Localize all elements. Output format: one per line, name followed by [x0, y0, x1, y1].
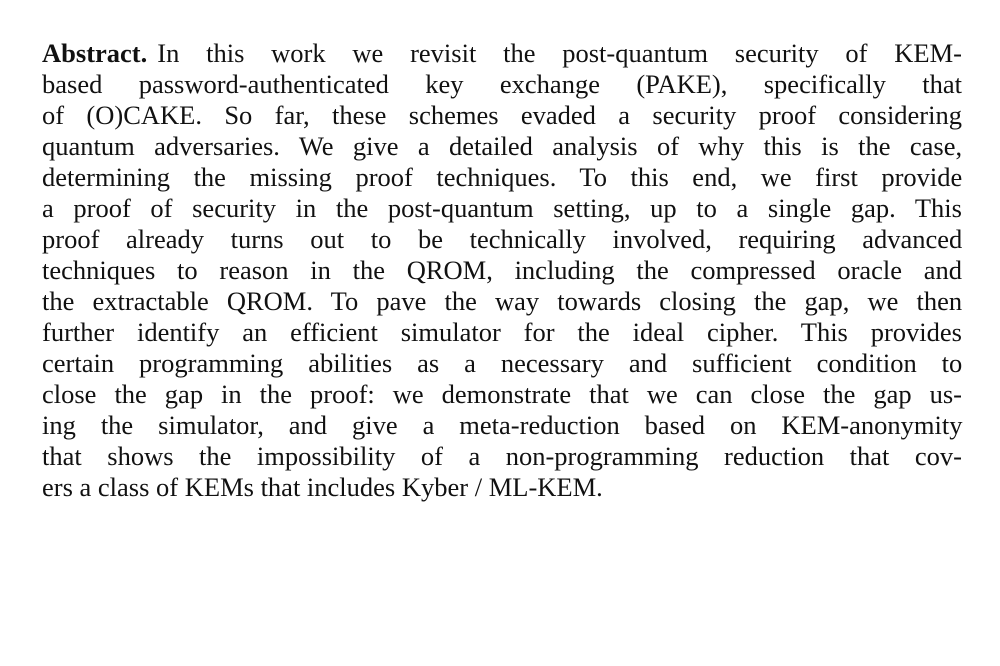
abstract-line-13: ing the simulator, and give a meta-reduction based on KEM-anonymity	[42, 410, 963, 440]
abstract-line-text: In this work we revisit the post-quantum security of KEM-	[157, 38, 962, 68]
abstract-line-10: further identify an efficient simulator for the ideal cipher. This provides	[42, 317, 962, 347]
abstract-line-8: techniques to reason in the QROM, including the compressed oracle and	[42, 255, 963, 285]
abstract-line-1	[42, 38, 962, 69]
abstract-line-6: a proof of security in the post-quantum setting, up to a single gap. This	[42, 193, 962, 223]
abstract-line-11: certain programming abilities as a necessary and sufficient condition to	[42, 348, 963, 378]
abstract-heading: Abstract.	[42, 38, 148, 68]
abstract-line-3: of (O)CAKE. So far, these schemes evaded a security proof considering	[42, 100, 962, 130]
abstract-line-7: proof already turns out to be technically involved, requiring advanced	[42, 224, 963, 254]
abstract-line-12: close the gap in the proof: we demonstrate that we can close the gap us-	[42, 379, 962, 409]
abstract-line-15: ers a class of KEMs that includes Kyber / ML-KEM.	[42, 472, 603, 502]
abstract-line-9: the extractable QROM. To pave the way towards closing the gap, we then	[42, 286, 963, 316]
abstract-line-2: based password-authenticated key exchange (PAKE), specifically that	[42, 69, 962, 99]
abstract-paragraph	[42, 38, 962, 503]
abstract-line-14: that shows the impossibility of a non-programming reduction that cov-	[42, 441, 962, 471]
abstract-line-5: determining the missing proof techniques. To this end, we first provide	[42, 162, 963, 192]
abstract-line-4: quantum adversaries. We give a detailed analysis of why this is the case,	[42, 131, 963, 161]
